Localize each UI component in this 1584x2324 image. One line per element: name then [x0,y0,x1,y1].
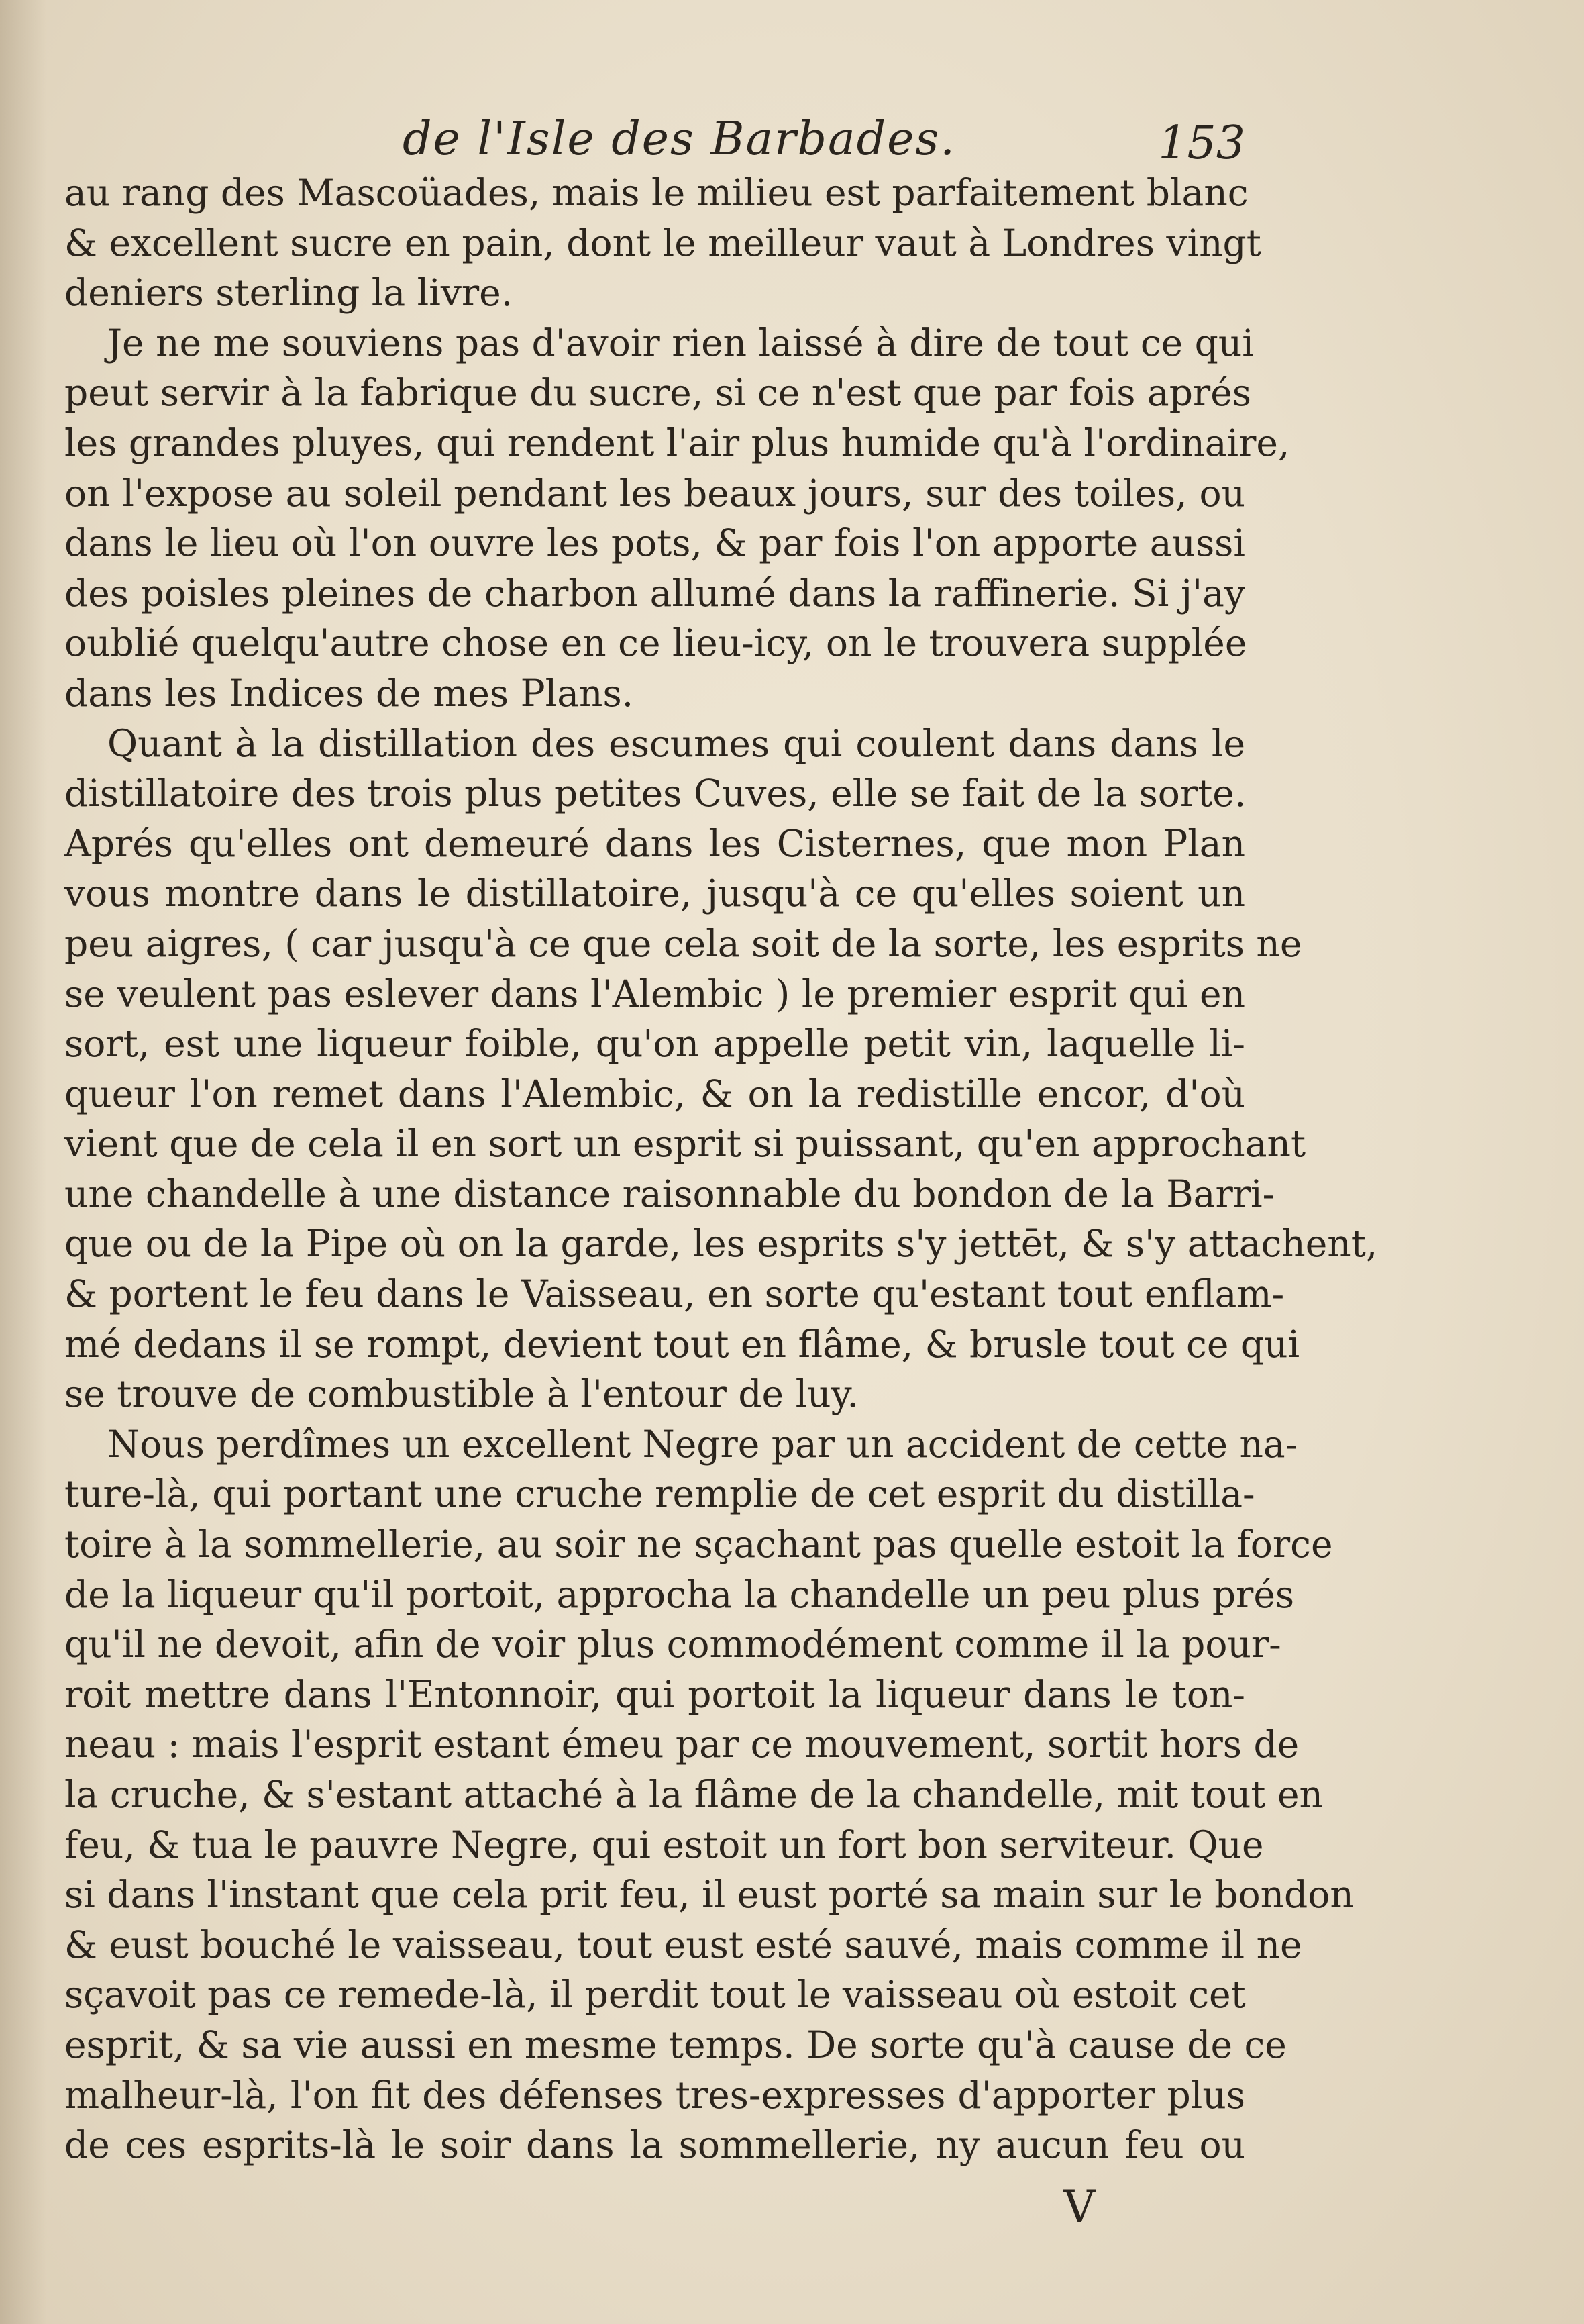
signature-mark: V [1063,2181,1096,2233]
text-line: feu, & tua le pauvre Negre, qui estoit un fort bon serviteur. Que [64,1823,1264,1866]
text-line: sort, est une liqueur foible, qu'on appelle petit vin, laquelle li- [64,1022,1245,1066]
page-number: 153 [1158,117,1245,170]
text-line: se veulent pas eslever dans l'Alembic ) le premier esprit qui en [64,972,1245,1015]
text-line: Quant à la distillation des escumes qui coulent dans dans le [107,721,1245,765]
running-title: de l'Isle des Barbades. [403,113,956,166]
text-line: qu'il ne devoit, afin de voir plus commodément comme il la pour- [64,1623,1281,1666]
text-line: Je ne me souviens pas d'avoir rien laissé à dire de tout ce qui [107,321,1254,364]
text-line: esprit, & sa vie aussi en mesme temps. De sorte qu'à cause de ce [64,2023,1287,2066]
text-line: deniers sterling la livre. [64,271,513,315]
text-line: peu aigres, ( car jusqu'à ce que cela soit de la sorte, les esprits ne [64,921,1302,965]
text-line: malheur-là, l'on fit des défenses tres-expresses d'apporter plus [64,2073,1245,2117]
text-line: neau : mais l'esprit estant émeu par ce mouvement, sortit hors de [64,1723,1300,1766]
text-line: mé dedans il se rompt, devient tout en flâme, & brusle tout ce qui [64,1322,1300,1366]
text-line: les grandes pluyes, qui rendent l'air plus humide qu'à l'ordinaire, [64,421,1290,464]
text-line: que ou de la Pipe où on la garde, les esprits s'y jettēt, & s'y attachent, [64,1222,1378,1266]
text-line: oublié quelqu'autre chose en ce lieu-icy, on le trouvera supplée [64,621,1247,665]
text-line: vient que de cela il en sort un esprit si puissant, qu'en approchant [64,1122,1306,1166]
text-line: & eust bouché le vaisseau, tout eust esté sauvé, mais comme il ne [64,1923,1302,1966]
gutter-shadow [0,0,47,2324]
text-line: peut servir à la fabrique du sucre, si ce n'est que par fois aprés [64,371,1251,415]
text-line: dans les Indices de mes Plans. [64,671,634,715]
text-line: on l'expose au soleil pendant les beaux jours, sur des toiles, ou [64,471,1245,515]
text-line: dans le lieu où l'on ouvre les pots, & par fois l'on apporte aussi [64,521,1245,565]
text-line: une chandelle à une distance raisonnable du bondon de la Barri- [64,1172,1275,1215]
text-line: Nous perdîmes un excellent Negre par un accident de cette na- [107,1422,1298,1466]
text-line: toire à la sommellerie, au soir ne sçachant pas quelle estoit la force [64,1523,1333,1566]
text-line: se trouve de combustible à l'entour de luy. [64,1372,859,1416]
text-line: sçavoit pas ce remede-là, il perdit tout le vaisseau où estoit cet [64,1973,1246,2017]
text-line: Aprés qu'elles ont demeuré dans les Cisternes, que mon Plan [64,821,1245,865]
text-line: si dans l'instant que cela prit feu, il eust porté sa main sur le bondon [64,1873,1354,1917]
text-line: distillatoire des trois plus petites Cuves, elle se fait de la sorte. [64,772,1247,815]
body-text [64,168,1378,2170]
text-line: des poisles pleines de charbon allumé dans la raffinerie. Si j'ay [64,571,1245,615]
text-line: ture-là, qui portant une cruche remplie de cet esprit du distilla- [64,1472,1255,1516]
text-line: & portent le feu dans le Vaisseau, en sorte qu'estant tout enflam- [64,1272,1285,1316]
text-line: la cruche, & s'estant attaché à la flâme de la chandelle, mit tout en [64,1773,1323,1816]
text-line: queur l'on remet dans l'Alembic, & on la redistille encor, d'où [64,1072,1245,1115]
text-line: roit mettre dans l'Entonnoir, qui portoit la liqueur dans le ton- [64,1672,1245,1716]
text-line: vous montre dans le distillatoire, jusqu'à ce qu'elles soient un [64,872,1245,915]
text-line: de la liqueur qu'il portoit, approcha la chandelle un peu plus prés [64,1572,1295,1616]
text-line: & excellent sucre en pain, dont le meilleur vaut à Londres vingt [64,221,1261,264]
text-line: de ces esprits-là le soir dans la sommellerie, ny aucun feu ou [64,2123,1245,2167]
text-line: au rang des Mascoüades, mais le milieu est parfaitement blanc [64,171,1249,214]
